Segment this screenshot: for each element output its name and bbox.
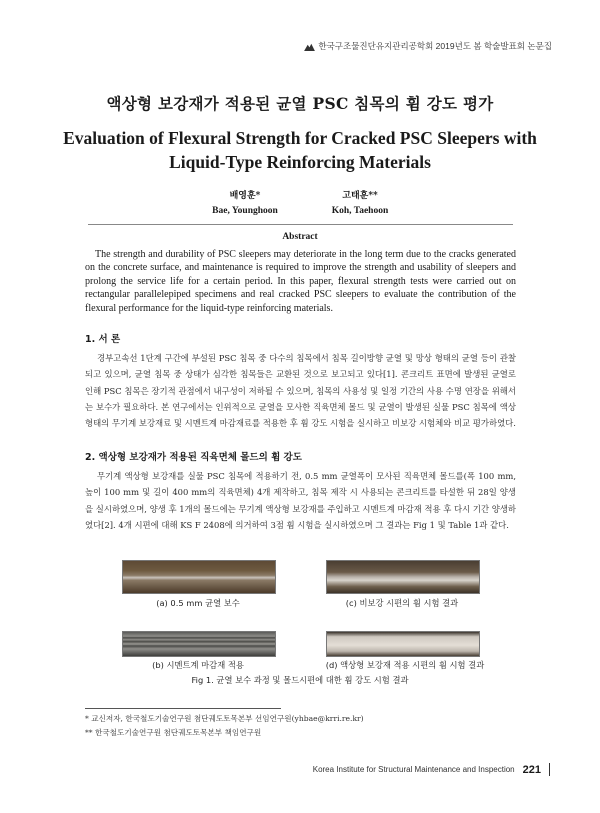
section-2-text: 무기계 액상형 보강재를 실물 PSC 침목에 적용하기 전, 0.5 mm 균열폭이 모사된 직육면체 몰드를(폭 100 mm, 높이 100 mm 및 길이 400 mm의 직육면체) 4개 제작하고, 침목 제작 시 사용되는 콘크리트를 타설한 뒤 28일 양생을 실시하였으며, 양생 후 1개의 몰드에는 무기계 액상형 보강재를 주입하고 시멘트계 마감재 적용 후 다시 기간 양생하였다[2]. 4개 시편에 대해 KS F 2408에 의거하여 3점 휨 시험을 실시하였으며 그 결과는 Fig 1 및 Table 1과 같다. — [85, 471, 516, 530]
photo-cement-finish — [122, 631, 276, 657]
title-korean: 액상형 보강재가 적용된 균열 PSC 침목의 휨 강도 평가 — [106, 94, 494, 113]
section-1-text: 경부고속선 1단계 구간에 부설된 PSC 침목 중 다수의 침목에서 침목 길이방향 균열 및 망상 형태의 균열 등이 관찰되고 있으며, 균열 침목 중 상태가 심각한 침목들은 교환된 것으로 보고되고 있다[1]. 콘크리트 표면에 발생된 균열로 인해 PSC 침목은 장기적 관점에서 내구성이 저하될 수 있으며, 침목의 사용성 및 일정 기간의 사용 수명 연장을 위해서는 보수가 필요하다. 본 연구에서는 인위적으로 균열을 모사한 직육면체 몰드 및 균열이 발생된 실물 PSC 침목에 액상 형태의 무기계 보강재료 및 시멘트계 마감재료를 적용한 후 휨 강도 시험을 실시하고 비보강 시험체와 비교 평가하였다. — [85, 353, 516, 429]
author-2-name-ko: 고태훈** — [342, 191, 378, 201]
abstract-heading: Abstract — [282, 232, 318, 242]
figure-caption: Fig 1. 균열 보수 과정 및 몰드시편에 대한 휨 강도 시험 결과 — [191, 675, 409, 685]
page-number-bar — [549, 763, 550, 776]
conference-name: 한국구조물진단유지관리공학회 2019년도 봄 학술발표회 논문집 — [318, 41, 552, 51]
section-2-heading: 2. 액상형 보강재가 적용된 직육면체 몰드의 휨 강도 — [85, 452, 302, 463]
panel-a-caption: (a) 0.5 mm 균열 보수 — [156, 598, 240, 608]
abstract-text: The strength and durability of PSC sleepers may deteriorate in the long term due to the cracks generated on the concrete surface, and maintenance is required to improve the strength and usability of sleepers and prolong the service life for a certain period. In this paper, flexural strength tests were carried out on rectangular parallelepiped specimens and real cracked PSC sleepers to evaluate the contribution of the flexural performance for the liquid-type reinforcing materials. — [85, 249, 516, 314]
footnote-1: * 교신저자, 한국철도기술연구원 첨단궤도토목본부 선임연구원(yhbae@krri.re.kr) — [85, 714, 364, 723]
footer-institute: Korea Institute for Structural Maintenance and Inspection — [312, 765, 515, 774]
title-english-line2: Liquid-Type Reinforcing Materials — [169, 152, 431, 172]
running-header — [304, 40, 552, 52]
panel-c-caption: (c) 비보강 시편의 휨 시험 결과 — [345, 598, 459, 608]
author-1-name-ko: 배영훈* — [229, 191, 261, 201]
panel-d-caption: (d) 액상형 보강재 적용 시편의 휨 시험 결과 — [325, 660, 485, 670]
author-2-name-en: Koh, Taehoon — [331, 206, 389, 216]
title-english — [0, 126, 600, 174]
section-1-heading: 1. 서 론 — [85, 334, 121, 345]
footnote-divider — [85, 708, 281, 709]
page-number: 221 — [522, 763, 541, 776]
panel-b-caption: (b) 시멘트계 마감재 적용 — [152, 660, 244, 670]
author-1-name-en: Bae, Younghoon — [212, 206, 278, 216]
author-2 — [300, 188, 420, 216]
photo-unreinforced-test — [326, 560, 480, 594]
title-english-line1: Evaluation of Flexural Strength for Cracked PSC Sleepers with — [63, 128, 537, 148]
author-divider — [88, 224, 513, 225]
footnote-2: ** 한국철도기술연구원 첨단궤도토목본부 책임연구원 — [85, 728, 262, 737]
photo-crack-repair — [122, 560, 276, 594]
running-footer — [313, 763, 550, 776]
mountain-logo-icon — [304, 42, 315, 51]
photo-reinforced-test — [326, 631, 480, 657]
author-1 — [185, 188, 305, 216]
